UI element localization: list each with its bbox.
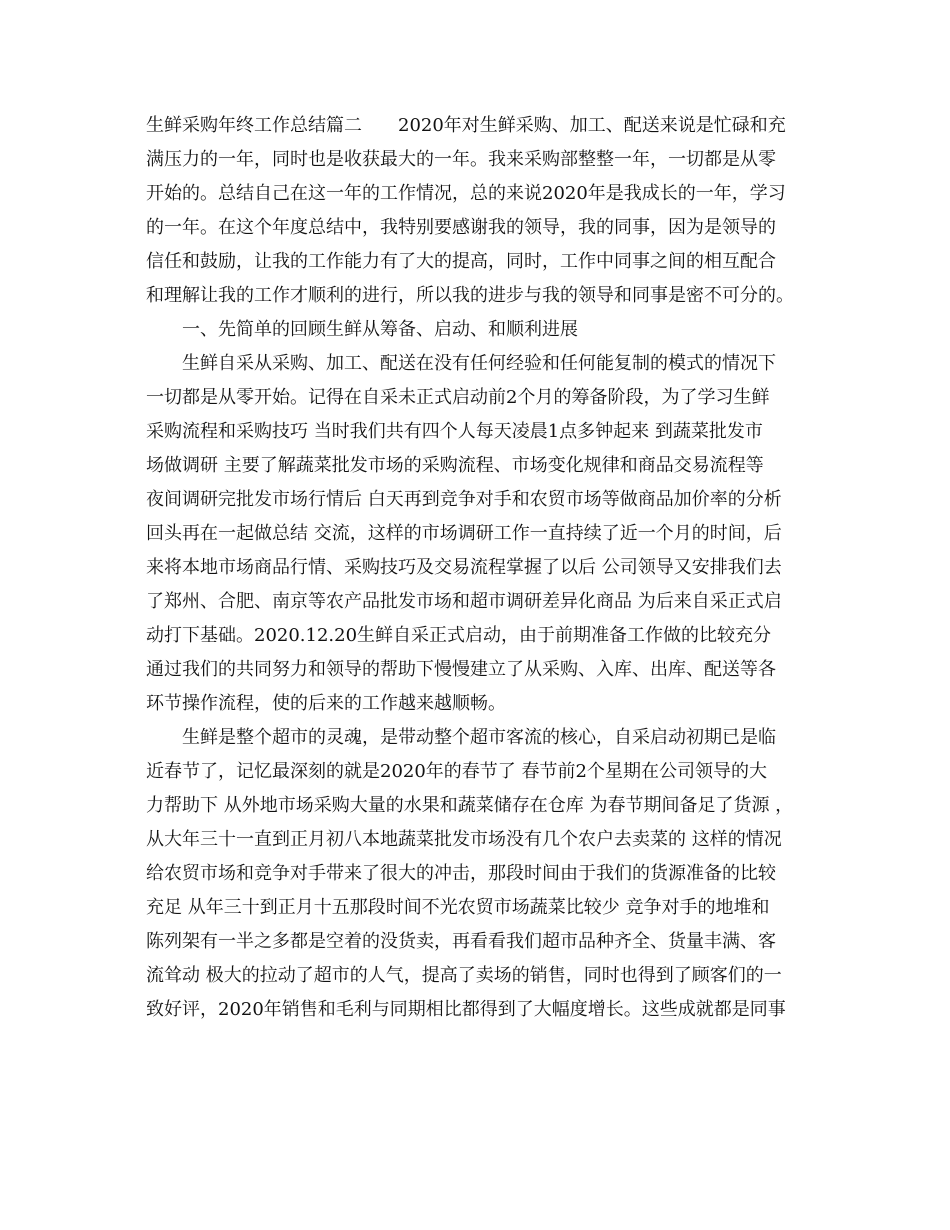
text-line: 近春节了，记忆最深刻的就是2020年的春节了 春节前2个星期在公司领导的大 xyxy=(146,761,767,782)
text-line: 生鲜采购年终工作总结篇二 2020年对生鲜采购、加工、配送来说是忙碌和充 xyxy=(146,115,786,136)
text-line: 从大年三十一直到正月初八本地蔬菜批发市场没有几个农户去卖菜的 这样的情况 xyxy=(146,829,782,850)
text-line: 信任和鼓励，让我的工作能力有了大的提高，同时，工作中同事之间的相互配合 xyxy=(146,251,776,272)
text-line: 动打下基础。2020.12.20生鲜自采正式启动，由于前期准备工作做的比较充分 xyxy=(146,625,772,646)
text-line: 回头再在一起做总结 交流，这样的市场调研工作一直持续了近一个月的时间，后 xyxy=(146,523,782,544)
text-line: 开始的。总结自己在这一年的工作情况，总的来说2020年是我成长的一年，学习 xyxy=(146,183,786,204)
text-line: 环节操作流程，使的后来的工作越来越顺畅。 xyxy=(146,693,506,714)
text-line: 采购流程和采购技巧 当时我们共有四个人每天凌晨1点多钟起来 到蔬菜批发市 xyxy=(146,421,763,442)
text-line: 通过我们的共同努力和领导的帮助下慢慢建立了从采购、入库、出库、配送等各 xyxy=(146,659,776,680)
text-line: 生鲜是整个超市的灵魂，是带动整个超市客流的核心，自采启动初期已是临 xyxy=(182,727,776,748)
text-line: 力帮助下 从外地市场采购大量的水果和蔬菜储存在仓库 为春节期间备足了货源 ， xyxy=(146,795,794,816)
text-line: 致好评，2020年销售和毛利与同期相比都得到了大幅度增长。这些成就都是同事 xyxy=(146,999,786,1020)
text-line: 的一年。在这个年度总结中，我特别要感谢我的领导，我的同事，因为是领导的 xyxy=(146,217,776,238)
section-heading: 一、先简单的回顾生鲜从筹备、启动、和顺利进展 xyxy=(182,319,578,340)
text-line: 一切都是从零开始。记得在自采未正式启动前2个月的筹备阶段，为了学习生鲜 xyxy=(146,387,770,408)
text-line: 给农贸市场和竞争对手带来了很大的冲击，那段时间由于我们的货源准备的比较 xyxy=(146,863,776,884)
text-line: 来将本地市场商品行情、采购技巧及交易流程掌握了以后 公司领导又安排我们去 xyxy=(146,557,782,578)
text-line: 夜间调研完批发市场行情后 白天再到竞争对手和农贸市场等做商品加价率的分析 xyxy=(146,489,782,510)
text-line: 充足 从年三十到正月十五那段时间不光农贸市场蔬菜比较少 竞争对手的地堆和 xyxy=(146,897,770,918)
text-line: 陈列架有一半之多都是空着的没货卖，再看看我们超市品种齐全、货量丰满、客 xyxy=(146,931,776,952)
text-line: 流耸动 极大的拉动了超市的人气，提高了卖场的销售，同时也得到了顾客们的一 xyxy=(146,965,782,986)
text-line: 和理解让我的工作才顺利的进行，所以我的进步与我的领导和同事是密不可分的。 xyxy=(146,285,794,306)
text-line: 场做调研 主要了解蔬菜批发市场的采购流程、市场变化规律和商品交易流程等 xyxy=(146,455,764,476)
text-line: 满压力的一年，同时也是收获最大的一年。我来采购部整整一年，一切都是从零 xyxy=(146,149,776,170)
text-line: 生鲜自采从采购、加工、配送在没有任何经验和任何能复制的模式的情况下 xyxy=(182,353,776,374)
text-line: 了郑州、合肥、南京等农产品批发市场和超市调研差异化商品 为后来自采正式启 xyxy=(146,591,782,612)
